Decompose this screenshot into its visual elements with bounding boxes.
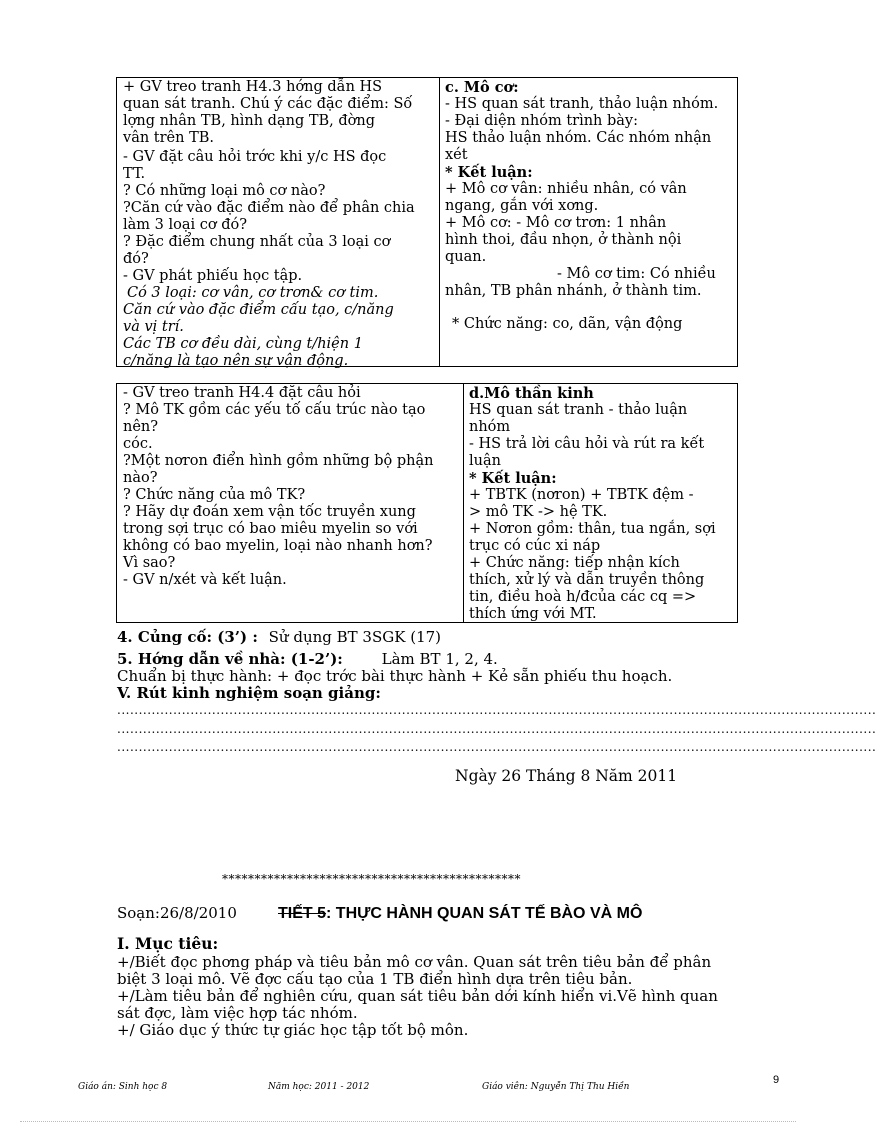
objective-line: +/ Giáo dục ý thức tự giác học tập tốt bộ môn. bbox=[117, 1021, 469, 1039]
table-line: - Mô cơ tim: Có nhiều bbox=[557, 266, 716, 282]
footer-subject: Giáo án: Sinh học 8 bbox=[78, 1082, 168, 1092]
table-line: + Nơron gồm: thân, tua ngắn, sợi bbox=[469, 521, 716, 537]
consolidation-label: 4. Củng cố: (3’) : bbox=[117, 628, 258, 646]
lesson-name: : THỰC HÀNH QUAN SÁT TẾ BÀO VÀ MÔ bbox=[326, 905, 643, 922]
table-line: + TBTK (nơron) + TBTK đệm - bbox=[469, 487, 694, 503]
objective-line: +/Làm tiêu bản để nghiên cứu, quan sát tiêu bản dới kính hiển vi.Vẽ hình quan bbox=[117, 987, 718, 1005]
table-line: - GV đặt câu hỏi trớc khi y/c HS đọc bbox=[123, 149, 387, 165]
table-line: + GV treo tranh H4.3 hớng dẫn HS bbox=[123, 79, 383, 95]
consolidation-text: Sử dụng BT 3SGK (17) bbox=[268, 628, 442, 646]
table-line: xét bbox=[445, 147, 468, 163]
section-title: c. Mô cơ: bbox=[445, 79, 519, 96]
table-line: thích, xử lý và dẫn truyền thông bbox=[469, 572, 705, 588]
conclusion-heading: * Kết luận: bbox=[469, 470, 557, 487]
table-line: thích ứng với MT. bbox=[469, 606, 597, 622]
table-line: ? Chức năng của mô TK? bbox=[123, 487, 306, 503]
table-line: ?Căn cứ vào đặc điểm nào để phân chia bbox=[123, 200, 415, 216]
table-line: + Mô cơ: - Mô cơ trơn: 1 nhân bbox=[445, 215, 667, 231]
table-line: - GV phát phiếu học tập. bbox=[123, 268, 303, 284]
homework-preparation: Chuẩn bị thực hành: + đọc trớc bài thực hành + Kẻ sẵn phiếu thu hoạch. bbox=[117, 667, 673, 685]
answer-line: c/năng là tạo nên sự vận động. bbox=[123, 353, 349, 369]
separator-stars: ********************************************** bbox=[222, 872, 521, 886]
table-line: hình thoi, đầu nhọn, ở thành nội bbox=[445, 232, 682, 248]
table-line: quan. bbox=[445, 249, 487, 265]
table-line: ? Mô TK gồm các yếu tố cấu trúc nào tạo bbox=[123, 402, 426, 418]
answer-line: Căn cứ vào đặc điểm cấu tạo, c/năng bbox=[123, 302, 394, 318]
table-line: vân trên TB. bbox=[123, 130, 215, 146]
homework-line bbox=[117, 650, 498, 668]
table-line: HS quan sát tranh - thảo luận bbox=[469, 402, 688, 418]
table-line: đó? bbox=[123, 251, 149, 267]
objective-line: +/Biết đọc phơng pháp và tiêu bản mô cơ vân. Quan sát trên tiêu bản để phân bbox=[117, 953, 712, 971]
table-line: HS thảo luận nhóm. Các nhóm nhận bbox=[445, 130, 712, 146]
homework-text: Làm BT 1, 2, 4. bbox=[381, 650, 498, 668]
dotted-line: ................................................................................................................................................................................ bbox=[117, 703, 876, 717]
footer-teacher: Giáo viên: Nguyễn Thị Thu Hiền bbox=[482, 1082, 630, 1092]
consolidation-line bbox=[117, 628, 441, 646]
table-line: làm 3 loại cơ đó? bbox=[123, 217, 247, 233]
teacher-activities-column bbox=[117, 78, 439, 369]
table-line: - Đại diện nhóm trình bày: bbox=[445, 113, 639, 129]
prepared-date: Soạn:26/8/2010 bbox=[117, 904, 237, 922]
table-line: Vì sao? bbox=[123, 555, 176, 571]
answer-line: Các TB cơ đều dài, cùng t/hiện 1 bbox=[123, 336, 363, 352]
table-line: + Chức năng: tiếp nhận kích bbox=[469, 555, 680, 571]
experience-heading: V. Rút kinh nghiệm soạn giảng: bbox=[117, 684, 381, 702]
table-line: ? Đặc điểm chung nhất của 3 loại cơ bbox=[123, 234, 391, 250]
table-line: - HS trả lời câu hỏi và rút ra kết bbox=[469, 436, 705, 452]
footer-school-year: Năm học: 2011 - 2012 bbox=[268, 1082, 370, 1092]
table-line: > mô TK -> hệ TK. bbox=[469, 504, 608, 520]
answer-line: Có 3 loại: cơ vân, cơ trơn& cơ tim. bbox=[127, 285, 379, 301]
table-line: nhóm bbox=[469, 419, 511, 435]
table-line: nên? bbox=[123, 419, 159, 435]
table-line: - HS quan sát tranh, thảo luận nhóm. bbox=[445, 96, 719, 112]
objective-line: sát đợc, làm việc hợp tác nhóm. bbox=[117, 1004, 358, 1022]
table-line: - GV n/xét và kết luận. bbox=[123, 572, 287, 588]
objective-line: biệt 3 loại mô. Vẽ đợc cấu tạo của 1 TB điển hình dựa trên tiêu bản. bbox=[117, 970, 633, 988]
date-line: Ngày 26 Tháng 8 Năm 2011 bbox=[455, 767, 678, 785]
table-line: ? Có những loại mô cơ nào? bbox=[123, 183, 326, 199]
table-line: luận bbox=[469, 453, 501, 469]
student-activities-column bbox=[464, 384, 737, 622]
lesson-number: TIẾT 5 bbox=[278, 905, 327, 922]
table-muscle-tissue bbox=[116, 77, 738, 367]
table-line: không có bao myelin, loại nào nhanh hơn? bbox=[123, 538, 433, 554]
table-line: * Chức năng: co, dãn, vận động bbox=[452, 316, 683, 332]
table-line: tin, điều hoà h/đcủa các cq => bbox=[469, 589, 697, 605]
student-activities-column bbox=[440, 78, 737, 366]
table-line: ngang, gắn với xơng. bbox=[445, 198, 599, 214]
table-line: TT. bbox=[123, 166, 146, 182]
table-line: lợng nhân TB, hình dạng TB, đờng bbox=[123, 113, 376, 129]
table-line: ?Một nơron điển hình gồm những bộ phận bbox=[123, 453, 434, 469]
table-line: nào? bbox=[123, 470, 158, 486]
table-line: nhân, TB phân nhánh, ở thành tim. bbox=[445, 283, 702, 299]
dotted-line: ................................................................................................................................................................................ bbox=[117, 722, 876, 736]
table-line: quan sát tranh. Chú ý các đặc điểm: Số bbox=[123, 96, 413, 112]
section-title: d.Mô thần kinh bbox=[469, 385, 594, 402]
objectives-heading: I. Mục tiêu: bbox=[117, 934, 219, 953]
answer-line: và vị trí. bbox=[123, 319, 184, 335]
lesson-title bbox=[278, 905, 642, 923]
table-nerve-tissue bbox=[116, 383, 738, 623]
page-number: 9 bbox=[773, 1074, 780, 1086]
table-line: - GV treo tranh H4.4 đặt câu hỏi bbox=[123, 385, 361, 401]
conclusion-heading: * Kết luận: bbox=[445, 164, 533, 181]
homework-label: 5. Hớng dẫn về nhà: (1-2’): bbox=[117, 650, 343, 668]
table-line: cóc. bbox=[123, 436, 153, 452]
bottom-rule bbox=[20, 1121, 796, 1122]
dotted-line: ................................................................................................................................................................................ bbox=[117, 740, 876, 754]
table-line: trong sợi trục có bao miêu myelin so với bbox=[123, 521, 418, 537]
teacher-activities-column bbox=[117, 384, 463, 622]
table-line: ? Hãy dự đoán xem vận tốc truyền xung bbox=[123, 504, 416, 520]
table-line: trục có cúc xi náp bbox=[469, 538, 601, 554]
table-line: + Mô cơ vân: nhiều nhân, có vân bbox=[445, 181, 687, 197]
